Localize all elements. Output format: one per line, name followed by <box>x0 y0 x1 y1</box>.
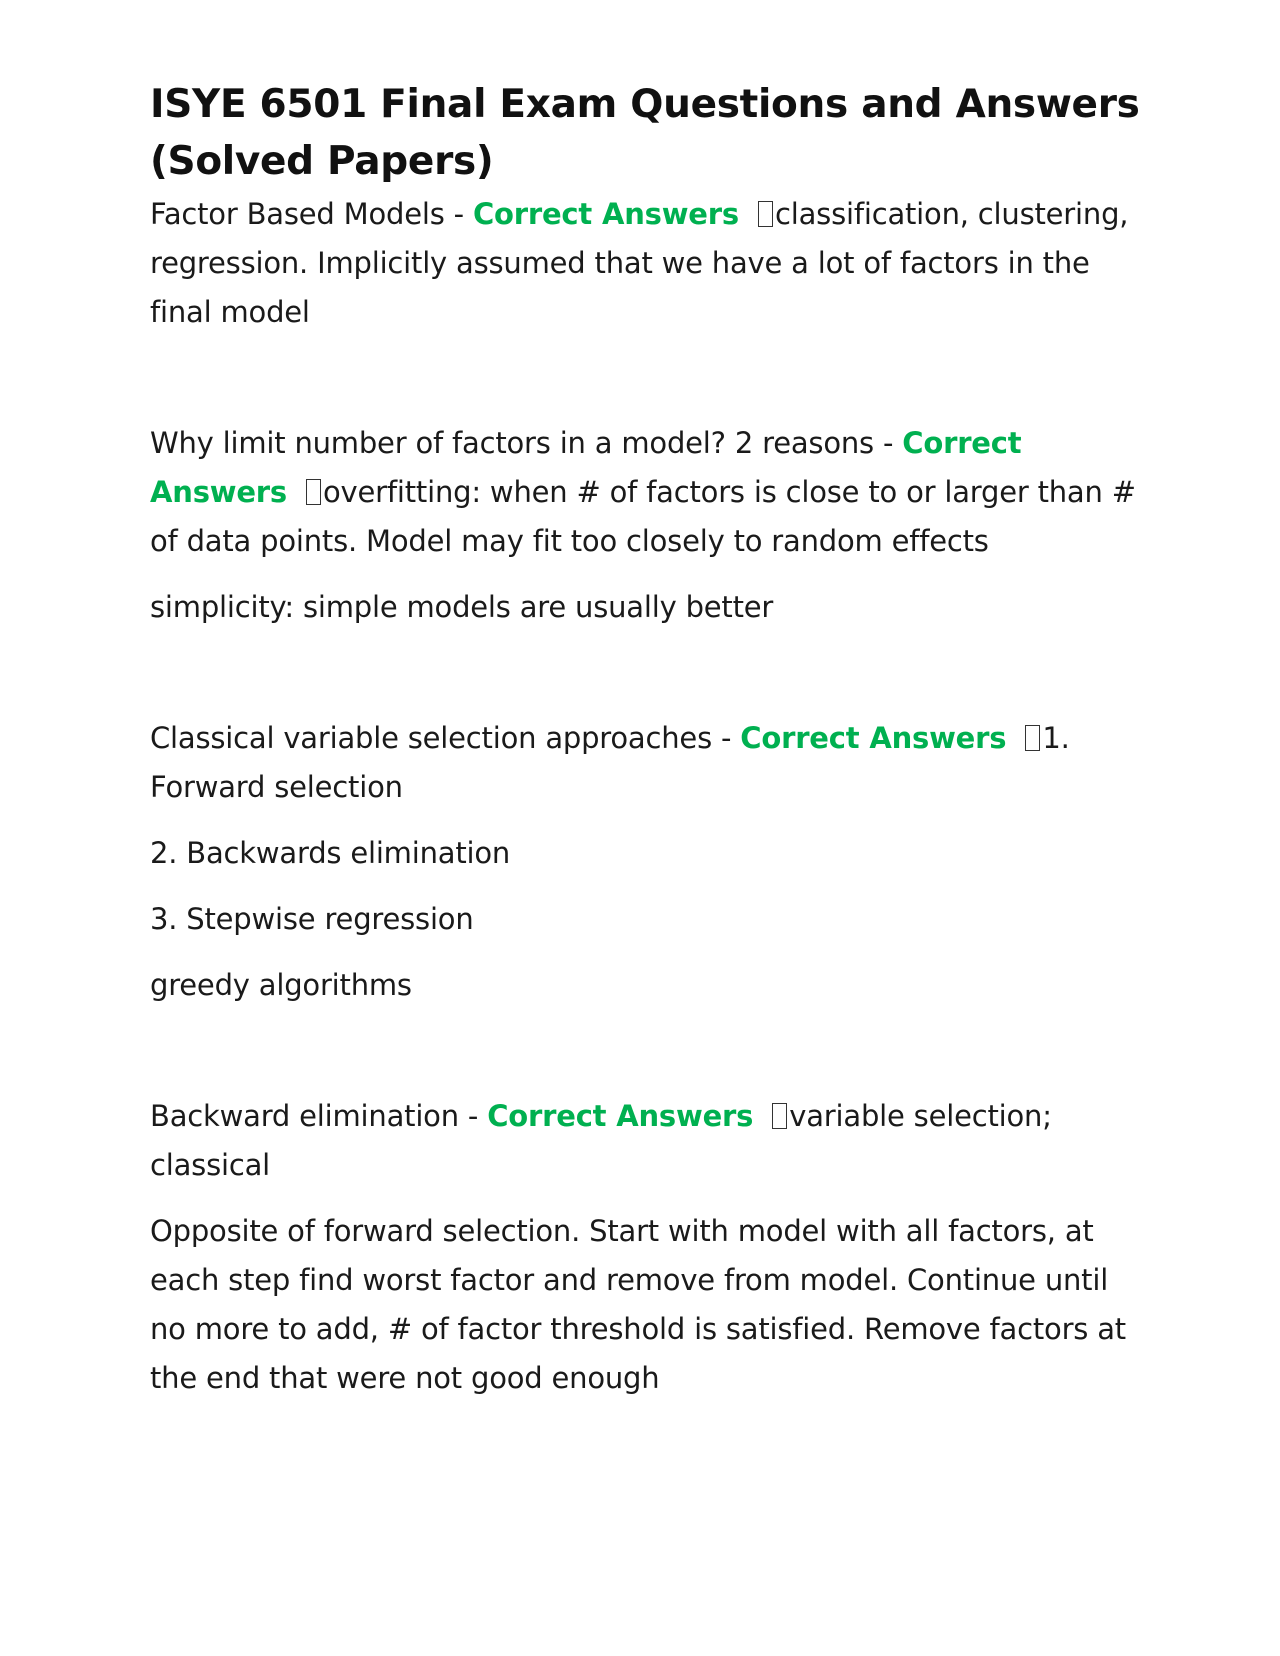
question-text: Backward elimination <box>150 1099 459 1133</box>
correct-answers-label: Correct Answers <box>740 721 1007 755</box>
answer-text: 1. Forward selection <box>150 721 1070 804</box>
qa-question-line <box>150 190 1140 337</box>
separator: - <box>711 721 741 755</box>
answer-line: simplicity: simple models are usually better <box>150 590 774 624</box>
missing-glyph-icon <box>758 201 773 227</box>
answer-text: classification, clustering, regression. Implicitly assumed that we have a lot of factors in the final model <box>150 197 1129 329</box>
answer-line: 3. Stepwise regression <box>150 902 474 936</box>
question-text: Why limit number of factors in a model? 2 reasons <box>150 426 874 460</box>
answer-line: 2. Backwards elimination <box>150 836 511 870</box>
qa-item <box>150 190 1140 337</box>
qa-item <box>150 419 1140 632</box>
qa-question-line <box>150 419 1140 566</box>
separator: - <box>873 426 903 460</box>
separator: - <box>458 1099 488 1133</box>
document-page <box>150 76 1140 1403</box>
qa-item <box>150 714 1140 1010</box>
missing-glyph-icon <box>306 479 321 505</box>
answer-line: Opposite of forward selection. Start with model with all factors, at each step find worst factor and remove from model. Continue until no more to add, # of factor threshold is satisfied. Remove factors at the end that were not good enough <box>150 1214 1126 1395</box>
correct-answers-label: Correct Answers <box>472 197 739 231</box>
missing-glyph-icon <box>1025 725 1040 751</box>
separator: - <box>444 197 473 231</box>
missing-glyph-icon <box>772 1103 787 1129</box>
answer-line: greedy algorithms <box>150 968 412 1002</box>
answer-text: overfitting: when # of factors is close to or larger than # of data points. Model may fit too closely to random effects <box>150 475 1136 558</box>
document-title: ISYE 6501 Final Exam Questions and Answers (Solved Papers) <box>150 82 1140 184</box>
question-text: Factor Based Models <box>150 197 445 231</box>
qa-question-line <box>150 1092 1140 1190</box>
qa-question-line <box>150 714 1140 812</box>
answer-text: variable selection; classical <box>150 1099 1052 1182</box>
correct-answers-label: Correct Answers <box>487 1099 754 1133</box>
correct-answers-label: Correct Answers <box>150 426 1022 509</box>
qa-item <box>150 1092 1140 1403</box>
question-text: Classical variable selection approaches <box>150 721 712 755</box>
